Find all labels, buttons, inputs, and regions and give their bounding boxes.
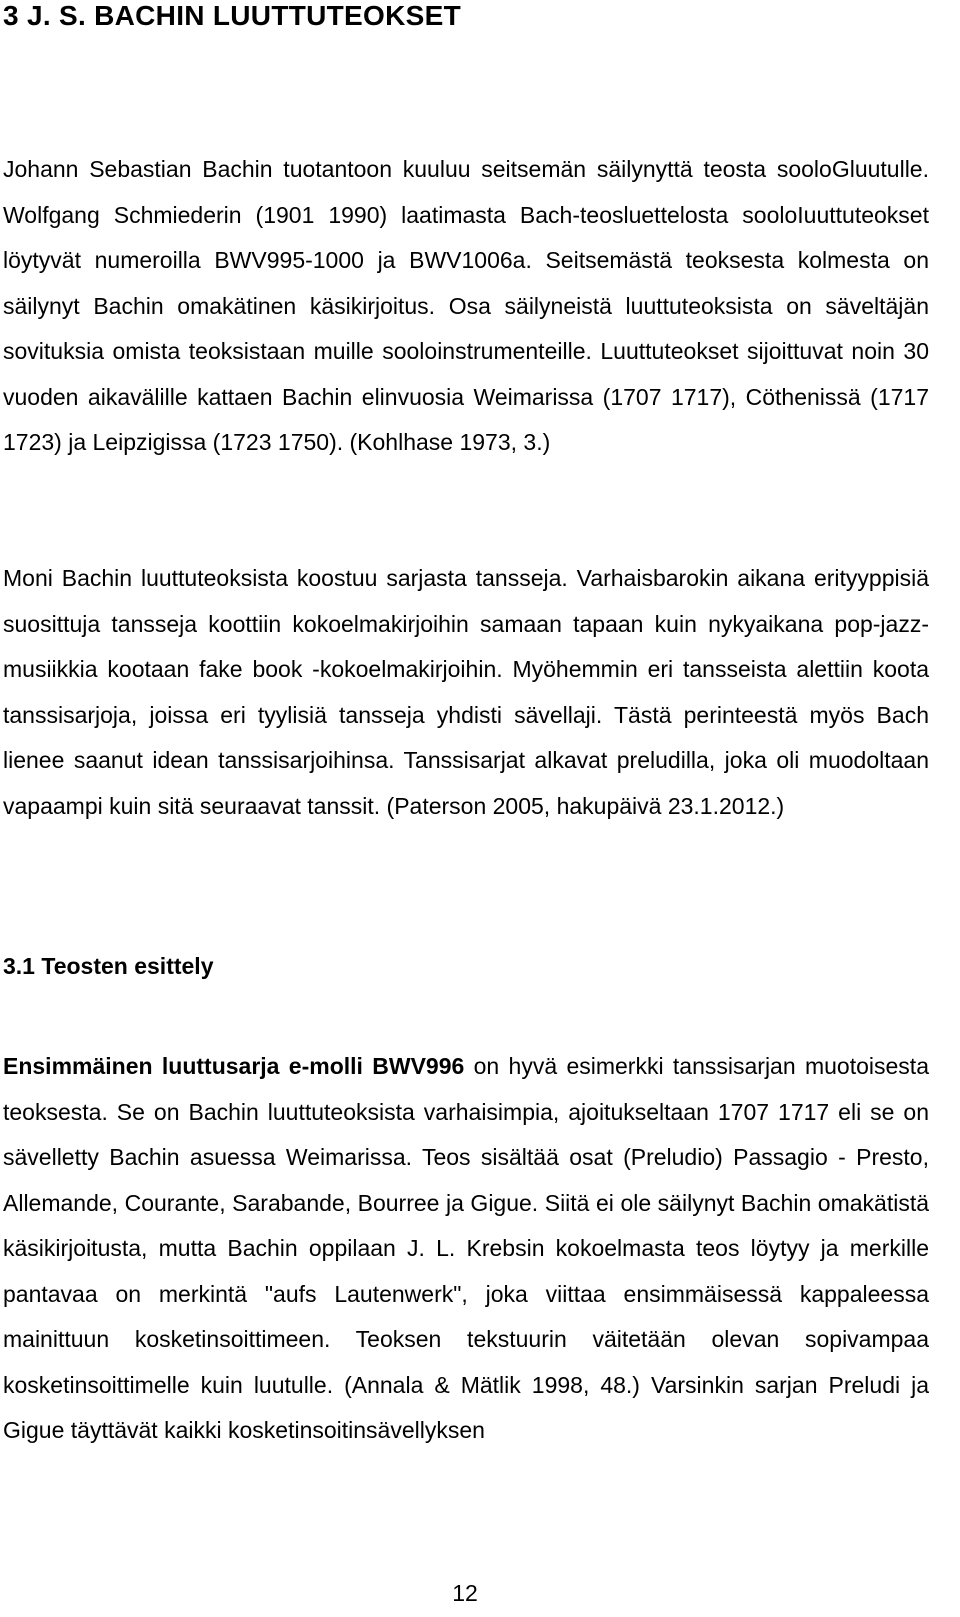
paragraph-intro: Johann Sebastian Bachin tuotantoon kuuluu seitsemän säilynyttä teosta sooloGluutulle. Wolfgang Schmiederin (1901 1990) laatimasta Bach-teosluettelosta sooloIuuttuteokset löytyvät numeroilla BWV995-1000 ja BWV1006a. Seitsemästä teoksesta kolmesta on säilynyt Bachin omakätinen käsikirjoitus. Osa säilyneistä luuttuteoksista on säveltäjän sovituksia omista teoksistaan muille sooloinstrumenteille. Luuttuteokset sijoittuvat noin 30 vuoden aikavälille kattaen Bachin elinvuosia Weimarissa (1707 1717), Cöthenissä (1717 1723) ja Leipzigissa (1723 1750). (Kohlhase 1973, 3.)	[3, 156, 929, 455]
paragraph-dance-suites: Moni Bachin luuttuteoksista koostuu sarjasta tansseja. Varhaisbarokin aikana erityyppisiä suosittuja tansseja koottiin kokoelmakirjoihin samaan tapaan kuin nykyaikana pop-jazz-musiikkia kootaan fake book -kokoelmakirjoihin. Myöhemmin eri tansseista alettiin koota tanssisarjoja, joissa eri tyylisiä tansseja yhdisti sävellaji. Tästä perinteestä myös Bach lienee saanut idean tanssisarjoihinsa. Tanssisarjat alkavat preludilla, joka oli muodoltaan vapaampi kuin sitä seuraavat tanssit. (Paterson 2005, hakupäivä 23.1.2012.)	[3, 565, 929, 819]
page-number: 12	[452, 1580, 478, 1606]
paragraph-bwv996-lead: Ensimmäinen luuttusarja e-molli BWV996	[3, 1053, 465, 1079]
chapter-title: 3 J. S. BACHIN LUUTTUTEOKSET	[3, 0, 461, 31]
paragraph-bwv996	[3, 1044, 929, 1454]
paragraph-bwv996-body: on hyvä esimerkki tanssisarjan muotoisesta teoksesta. Se on Bachin luuttuteoksista varhaisimpia, ajoitukseltaan 1707 1717 eli se on sävelletty Bachin asuessa Weimarissa. Teos sisältää osat (Preludio) Passagio - Presto, Allemande, Courante, Sarabande, Bourree ja Gigue. Siitä ei ole säilynyt Bachin omakätistä käsikirjoitusta, mutta Bachin oppilaan J. L. Krebsin kokoelmasta teos löytyy ja merkille pantavaa on merkintä "aufs Lautenwerk", joka viittaa ensimmäisessä kappaleessa mainittuun kosketinsoittimeen. Teoksen tekstuurin väitetään olevan sopivampaa kosketinsoittimelle kuin luutulle. (Annala & Mätlik 1998, 48.) Varsinkin sarjan Preludi ja Gigue täyttävät kaikki kosketinsoitinsävellyksen	[3, 1053, 929, 1443]
section-title: 3.1 Teosten esittely	[3, 953, 214, 979]
